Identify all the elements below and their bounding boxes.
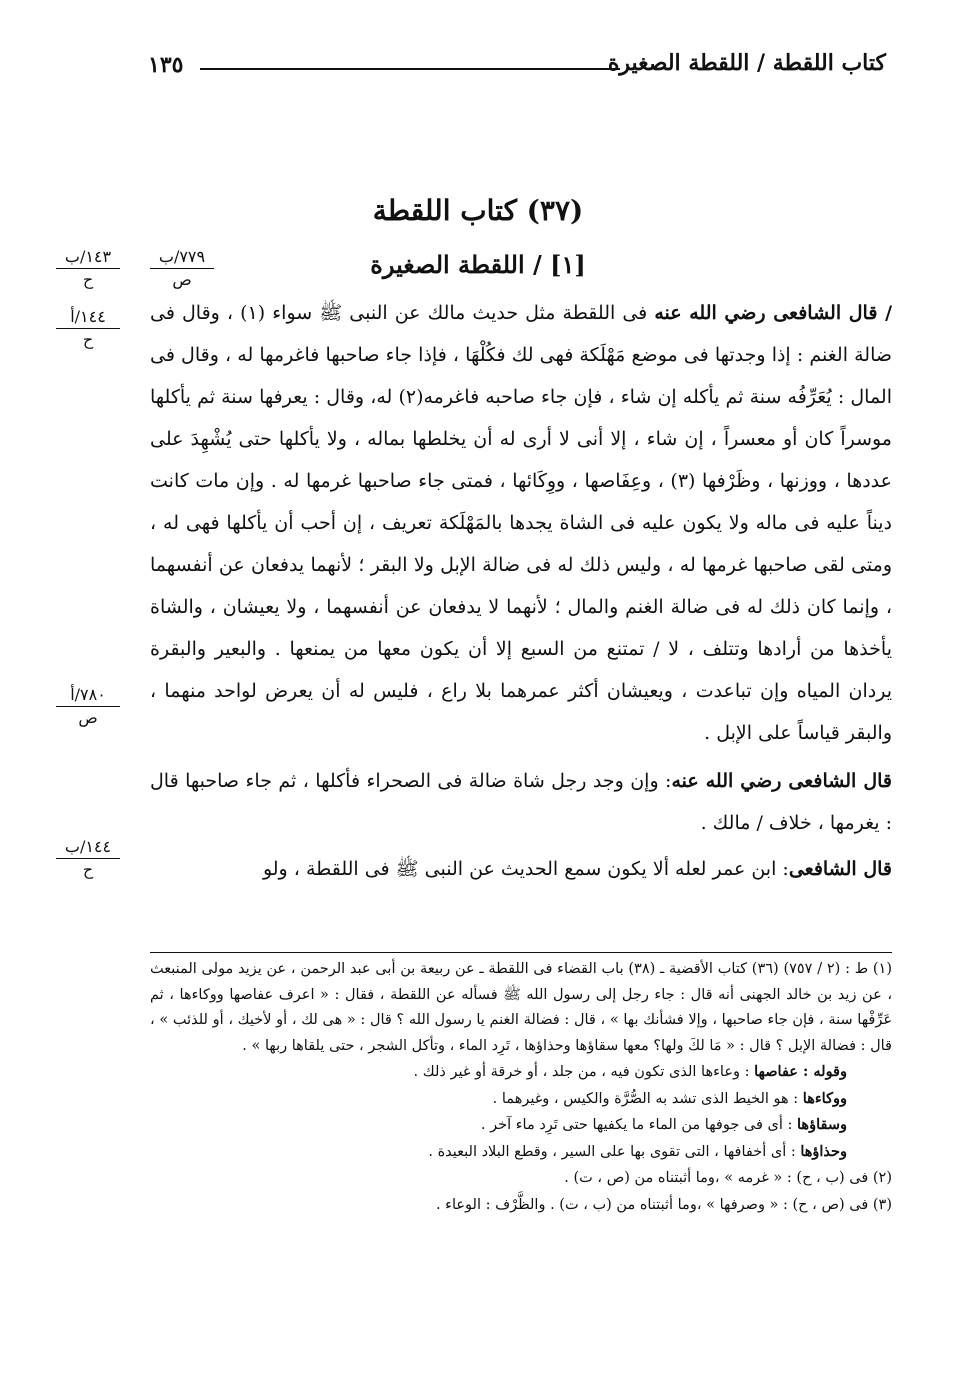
footnote-term: ووكاءها	[802, 1089, 847, 1107]
margin-ref	[56, 836, 120, 881]
margin-ref-folio: ١٤٤/ب	[56, 836, 120, 859]
margin-ref	[56, 306, 120, 351]
footnote	[150, 956, 892, 1059]
footnote	[150, 1192, 892, 1219]
header-rule	[200, 68, 620, 70]
margin-ref-folio: ١٤٤/أ	[56, 306, 120, 329]
footnote	[150, 1139, 892, 1166]
footnote-text: (١) ط : (٢ / ٧٥٧) (٣٦) كتاب الأقضية ـ (٣٨) باب القضاء فى اللقطة ـ عن ربيعة بن أبى عبد الرحمن ، عن يزيد مولى المنبعث ، عن زيد بن خالد الجهنى أنه قال : جاء رجل إلى رسول الله ﷺ فسأله عن اللقطة ، فقال : « اعرف عفاصها ووكاءها ، ثم عَرِّفْها سنة ، فإن جاء صاحبها ، وإلا فشأنك بها » ، قال : فضالة الغنم يا رسول الله ؟ قال : « هى لك ، أو لأخيك ، أو للذئب » ، قال : فضالة الإبل ؟ قال : « مَا لكَ ولها؟ معها سقاؤها وحذاؤها ، تَرِد الماء ، وتأكل الشجر ، حتى يلقاها ربها » .	[150, 961, 892, 1054]
margin-ref-folio: ١٤٣/ب	[56, 246, 120, 269]
margin-ref-ms: ح	[82, 330, 94, 349]
running-title: كتاب اللقطة / اللقطة الصغيرة	[607, 50, 886, 76]
footnote-term: وسقاؤها	[797, 1116, 847, 1133]
footnote	[150, 1086, 892, 1113]
page-number: ١٣٥	[148, 52, 184, 78]
footnote-term: وقوله : عفاصها	[754, 1063, 847, 1080]
paragraph-lead: قال الشافعى	[788, 858, 892, 880]
chapter-title: (٣٧) كتاب اللقطة	[372, 194, 584, 227]
paragraph-lead: قال الشافعى رضي الله عنه	[671, 770, 892, 792]
footnote-text: (٣) فى (ص ، ح) : « وصرفها » ،وما أثبتناه من (ب ، ت) . والظَّرْف : الوعاء .	[435, 1196, 892, 1213]
footnote-term: وحذاؤها	[800, 1142, 847, 1160]
footnote-text: (٢) فى (ب ، ح) : « غرمه » ،وما أثبتناه من (ص ، ت) .	[564, 1170, 892, 1186]
paragraph	[150, 848, 892, 890]
footnote-text: : هو الخيط الذى تشد به الصُّرَّة والكيس ، وغيرهما .	[492, 1090, 799, 1107]
margin-ref-ms: ص	[78, 708, 98, 727]
footnote-text: : أى فى جوفها من الماء ما يكفيها حتى تَرِد ماء آخر .	[480, 1117, 793, 1133]
paragraph-text: فى اللقطة مثل حديث مالك عن النبى ﷺ سواء (١) ، وقال فى ضالة الغنم : إذا وجدتها فى موضع مَهْلَكة فهى لك فكُلْهَا ، فإذا جاء صاحبها فاغرمها له ، وقال فى المال : يُعَرِّفُه سنة ثم يأكله إن شاء ، فإن جاء صاحبه فاغرمه(٢) له، وقال : يعرفها سنة ثم يأكلها موسراً كان أو معسراً ، إن شاء ، إلا أنى لا أرى له أن يخلطها بماله ، ولا يأكلها حتى يُشْهِدَ على عددها ، ووزنها ، وظَرْفها (٣) ، وعِفَاصها ، ووِكَائها ، فمتى جاء صاحبها غرمها له . وإن مات كانت ديناً عليه فى ماله ولا يكون عليه فى الشاة يجدها بالمَهْلَكة تعريف ، إن أحب أن يأكلها فهى له ، ومتى لقى صاحبها غرمها له ، وليس ذلك له فى ضالة الإبل ولا البقر ؛ لأنهما يدفعان عن أنفسهما ، وإنما كان ذلك له فى ضالة الغنم والمال ؛ لأنهما لا يدفعان عن أنفسهما ، ولا يعيشان ، والشاة يأخذها من أرادها وتتلف ، لا / تمتنع من السبع إلا أن يكون معها من يمنعها . والبعير والبقرة يردان المياه وإن تباعدت ، ويعيشان أكثر عمرهما بلا راع ، فليس له أن يعرض لواحد منهما ، والبقر قياساً على الإبل .	[150, 302, 892, 744]
margin-ref-ms: ح	[82, 270, 94, 289]
footnotes	[150, 956, 892, 1218]
footnote-text: : وعاءها الذى تكون فيه ، من جلد ، أو خرقة أو غير ذلك .	[413, 1064, 750, 1080]
margin-ref	[150, 246, 214, 291]
paragraph-lead: / قال الشافعى رضي الله عنه	[654, 302, 893, 324]
paragraph	[150, 760, 892, 844]
footnote-text: : أى أخفافها ، التى تقوى بها على السير ، وقطع البلاد البعيدة .	[428, 1143, 796, 1160]
footnote-rule	[150, 952, 892, 953]
margin-ref-folio: ٧٨٠/أ	[56, 684, 120, 707]
main-text	[150, 292, 892, 890]
paragraph	[150, 292, 892, 754]
footnote	[150, 1059, 892, 1086]
paragraph-text: : ابن عمر لعله ألا يكون سمع الحديث عن النبى ﷺ فى اللقطة ، ولو	[262, 858, 789, 880]
margin-ref	[56, 246, 120, 291]
footnote	[150, 1165, 892, 1192]
margin-ref-folio: ٧٧٩/ب	[150, 246, 214, 269]
section-title: [١] / اللقطة الصغيرة	[370, 250, 586, 279]
margin-ref	[56, 684, 120, 729]
paragraph-text: : وإن وجد رجل شاة ضالة فى الصحراء فأكلها ، ثم جاء صاحبها قال : يغرمها ، خلاف / مالك .	[150, 770, 892, 834]
margin-ref-ms: ح	[82, 860, 94, 879]
footnote	[150, 1112, 892, 1139]
margin-ref-ms: ص	[172, 270, 192, 289]
